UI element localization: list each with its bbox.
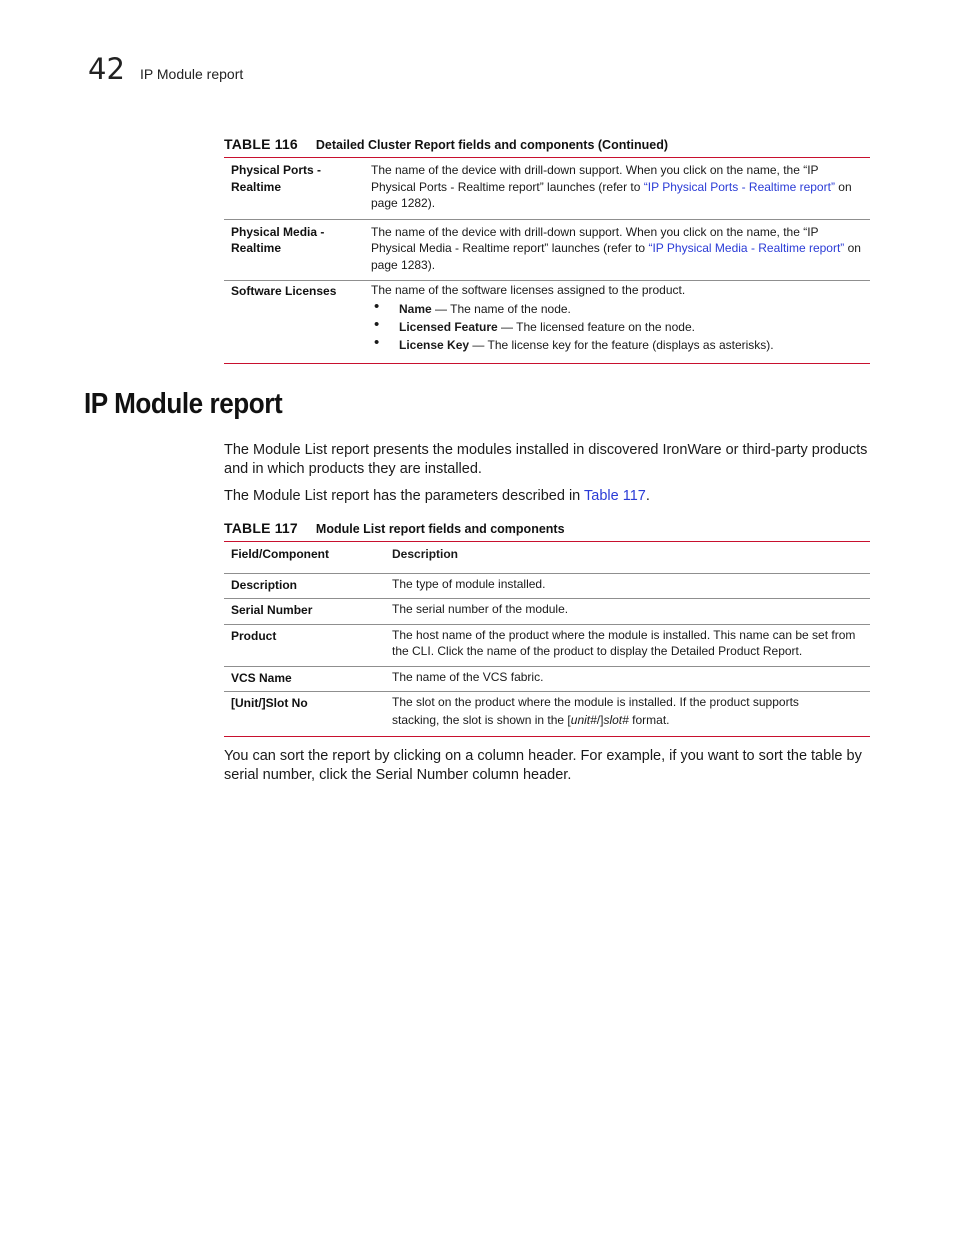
column-header-description[interactable] bbox=[392, 542, 870, 574]
description-text: The name of the software licenses assigned to the product. bbox=[371, 283, 686, 297]
field-label: Product bbox=[231, 628, 277, 643]
bullet-text: — The license key for the feature (displays as asterisks). bbox=[469, 337, 774, 352]
bullet-text: — The licensed feature on the node. bbox=[497, 319, 695, 334]
description-cell: The type of module installed. bbox=[392, 573, 870, 599]
table-row bbox=[224, 219, 870, 281]
table117-link[interactable]: Table 117 bbox=[584, 488, 646, 504]
table116-label: TABLE 116 bbox=[224, 136, 298, 152]
description-cell: The host name of the product where the module is installed. This name can be set from the CLI. Click the name of the product to display the Detailed Product Report. bbox=[392, 624, 870, 666]
description-text: on page 1282). bbox=[371, 179, 852, 210]
field-label: Description bbox=[231, 577, 298, 592]
sort-paragraph: You can sort the report by clicking on a column header. For example, if you want to sort the table by serial number, click the Serial Number column header. bbox=[224, 748, 862, 783]
bullet-term: License Key bbox=[399, 337, 470, 352]
description-text: format. bbox=[628, 712, 670, 727]
table-row bbox=[224, 573, 870, 599]
list-item bbox=[371, 297, 862, 318]
xref-link[interactable]: “IP Physical Ports - Realtime report” bbox=[643, 179, 835, 194]
table116-caption bbox=[224, 136, 668, 152]
description-italic: slot# bbox=[603, 712, 629, 727]
table116-title: Detailed Cluster Report fields and components (Continued) bbox=[315, 138, 669, 152]
description-cell bbox=[371, 281, 870, 364]
bullet-icon: • bbox=[374, 333, 380, 351]
table117 bbox=[224, 541, 870, 737]
params-paragraph bbox=[224, 487, 874, 506]
field-label: [Unit/]Slot No bbox=[231, 696, 308, 710]
intro-paragraph: The Module List report presents the modules installed in discovered IronWare or third-party products and in which products they are installed. bbox=[224, 442, 868, 477]
column-header-label: Field/Component bbox=[231, 547, 329, 561]
table-row bbox=[224, 599, 870, 625]
bullet-list bbox=[371, 297, 862, 354]
table-row bbox=[224, 158, 870, 220]
running-title: IP Module report bbox=[140, 66, 244, 82]
description-cell bbox=[371, 158, 870, 220]
bullet-icon: • bbox=[374, 297, 380, 315]
field-label: VCS Name bbox=[231, 670, 292, 685]
field-label: Serial Number bbox=[231, 603, 313, 617]
field-label: Realtime bbox=[231, 179, 282, 194]
description-cell: The serial number of the module. bbox=[392, 599, 870, 625]
table117-label: TABLE 117 bbox=[224, 520, 298, 536]
bullet-term: Licensed Feature bbox=[399, 319, 498, 334]
params-text: The Module List report has the parameters described in bbox=[224, 488, 585, 504]
table117-title: Module List report fields and components bbox=[315, 522, 565, 536]
list-item bbox=[371, 315, 862, 336]
table-row bbox=[224, 692, 870, 737]
description-text: The name of the device with drill-down support. When you click on the name, the “IP Physical Ports - Realtime report” launches (refer to bbox=[371, 163, 819, 194]
description-cell bbox=[371, 219, 870, 281]
xref-link[interactable]: “IP Physical Media - Realtime report” bbox=[648, 241, 845, 255]
table116 bbox=[224, 157, 870, 364]
description-text: /] bbox=[596, 712, 604, 727]
bullet-icon: • bbox=[374, 315, 380, 333]
description-italic: unit# bbox=[570, 712, 597, 727]
description-text: on page 1283). bbox=[371, 241, 861, 272]
column-header-field[interactable] bbox=[224, 542, 392, 574]
description-cell: The name of the VCS fabric. bbox=[392, 666, 870, 692]
field-label: Physical Media - bbox=[231, 224, 325, 239]
bullet-text: — The name of the node. bbox=[431, 301, 571, 316]
description-text: The slot on the product where the module is installed. If the product supports stacking, the slot is shown in the [ bbox=[392, 695, 799, 727]
table-row bbox=[224, 624, 870, 666]
table-row bbox=[224, 666, 870, 692]
table117-caption bbox=[224, 520, 565, 536]
bullet-term: Name bbox=[399, 301, 432, 316]
column-header-label: Description bbox=[392, 547, 459, 561]
params-text: . bbox=[645, 488, 650, 504]
field-label: Software Licenses bbox=[231, 284, 337, 298]
table-row bbox=[224, 281, 870, 364]
list-item bbox=[371, 333, 862, 354]
section-heading: IP Module report bbox=[84, 388, 283, 420]
field-label: Realtime bbox=[231, 241, 282, 255]
field-label: Physical Ports - bbox=[231, 163, 322, 177]
chapter-number: 42 bbox=[88, 52, 125, 86]
description-cell bbox=[392, 692, 870, 737]
table-header-row[interactable] bbox=[224, 542, 870, 574]
description-text: The name of the device with drill-down support. When you click on the name, the “IP Physical Media - Realtime report” launches (refer to bbox=[371, 224, 819, 255]
